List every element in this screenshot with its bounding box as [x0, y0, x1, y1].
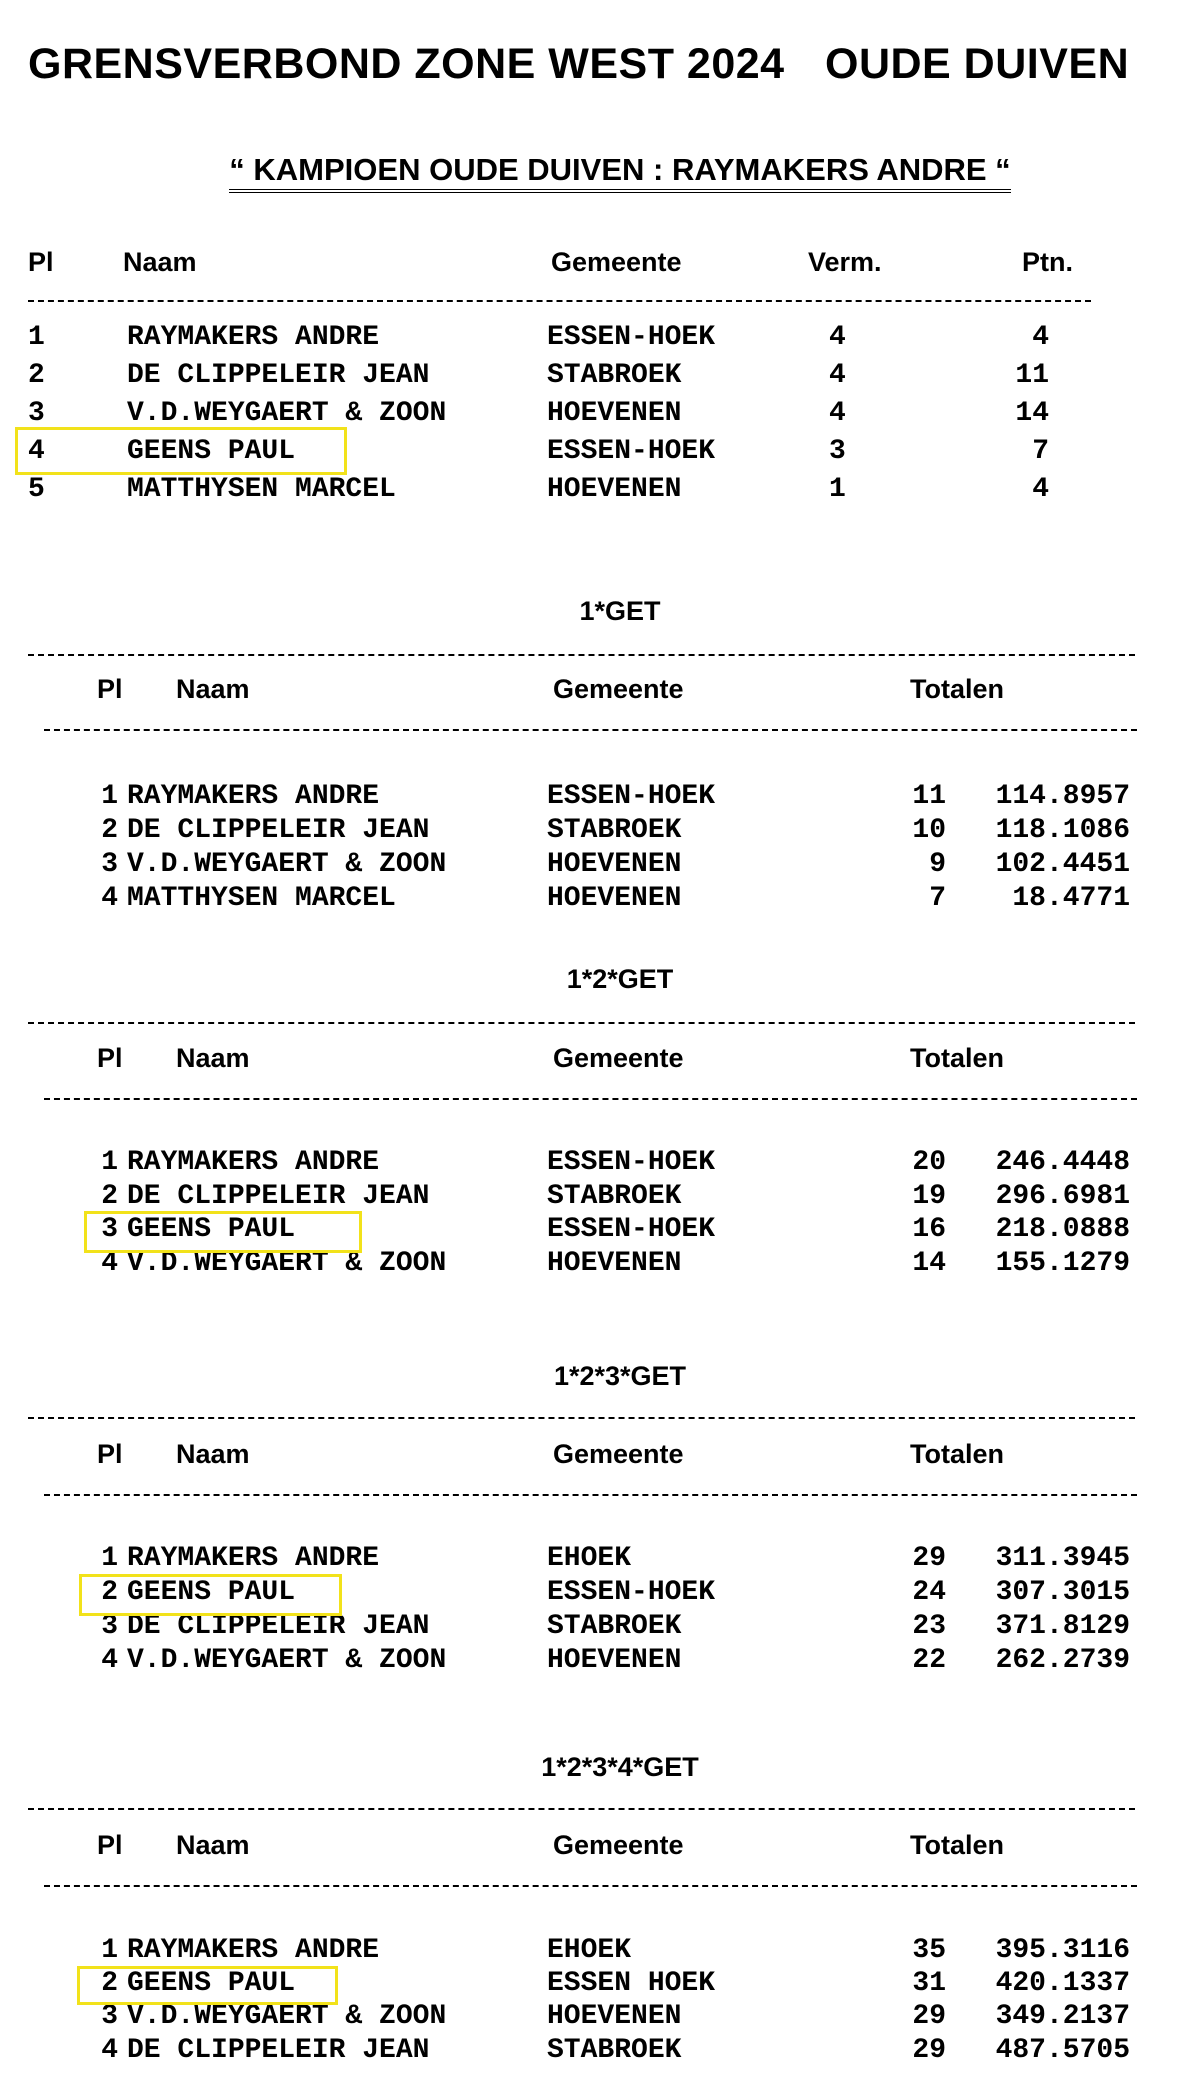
section-title: 1*GET [579, 596, 661, 626]
row-gemeente: ESSEN-HOEK [547, 1147, 716, 1178]
col-header-gemeente: Gemeente [551, 247, 682, 277]
highlight-box [15, 427, 347, 475]
row-gemeente: ESSEN-HOEK [547, 322, 716, 353]
row-total: 420.1337 [995, 1968, 1130, 1999]
row-total: 296.6981 [995, 1181, 1130, 1212]
row-gemeente: HOEVENEN [547, 2001, 682, 2032]
row-count: 7 [929, 883, 946, 914]
row-naam: DE CLIPPELEIR JEAN [127, 1611, 430, 1642]
col-header-naam: Naam [176, 674, 250, 704]
row-pl: 1 [101, 1935, 118, 1966]
col-header-gemeente: Gemeente [553, 1439, 684, 1469]
row-count: 31 [912, 1968, 946, 1999]
row-naam: GEENS PAUL [127, 1214, 296, 1245]
row-gemeente: STABROEK [547, 1181, 682, 1212]
col-header-gemeente: Gemeente [553, 1830, 684, 1860]
row-pl: 5 [28, 474, 45, 505]
section-title: 1*2*GET [566, 964, 674, 994]
col-header-pl: Pl [97, 1830, 123, 1860]
divider-line [44, 729, 1137, 731]
row-naam: V.D.WEYGAERT & ZOON [127, 398, 447, 429]
row-naam: DE CLIPPELEIR JEAN [127, 360, 430, 391]
row-gemeente: STABROEK [547, 1611, 682, 1642]
row-naam: RAYMAKERS ANDRE [127, 1935, 380, 1966]
col-header-naam: Naam [176, 1830, 250, 1860]
row-verm: 4 [829, 360, 846, 391]
row-gemeente: HOEVENEN [547, 1645, 682, 1676]
highlight-box [77, 1966, 338, 2005]
row-total: 311.3945 [995, 1543, 1130, 1574]
col-header-verm: Verm. [808, 247, 882, 277]
row-pl: 3 [101, 1214, 118, 1245]
row-naam: V.D.WEYGAERT & ZOON [127, 2001, 447, 2032]
row-count: 23 [912, 1611, 946, 1642]
row-ptn: 7 [1032, 436, 1049, 467]
row-gemeente: ESSEN HOEK [547, 1968, 716, 1999]
divider-line [44, 1885, 1137, 1887]
row-total: 395.3116 [995, 1935, 1130, 1966]
row-pl: 2 [101, 1968, 118, 1999]
row-total: 246.4448 [995, 1147, 1130, 1178]
row-gemeente: ESSEN-HOEK [547, 781, 716, 812]
divider-line [28, 300, 1091, 302]
row-gemeente: ESSEN-HOEK [547, 1214, 716, 1245]
row-naam: DE CLIPPELEIR JEAN [127, 2035, 430, 2066]
row-total: 18.4771 [1012, 883, 1130, 914]
champion-subtitle: “ KAMPIOEN OUDE DUIVEN : RAYMAKERS ANDRE “ [229, 152, 1010, 193]
col-header-pl: Pl [97, 1043, 123, 1073]
row-pl: 2 [101, 1181, 118, 1212]
divider-line [28, 1808, 1135, 1810]
row-gemeente: HOEVENEN [547, 883, 682, 914]
row-pl: 1 [101, 781, 118, 812]
row-pl: 1 [101, 1543, 118, 1574]
col-header-naam: Naam [123, 247, 197, 277]
row-naam: RAYMAKERS ANDRE [127, 322, 380, 353]
divider-line [44, 1098, 1137, 1100]
divider-line [44, 1494, 1137, 1496]
row-pl: 4 [101, 1645, 118, 1676]
col-header-gemeente: Gemeente [553, 1043, 684, 1073]
col-header-totalen: Totalen [910, 1439, 1004, 1469]
row-ptn: 4 [1032, 322, 1049, 353]
row-pl: 3 [28, 398, 45, 429]
row-pl: 3 [101, 849, 118, 880]
col-header-ptn: Ptn. [1022, 247, 1073, 277]
col-header-gemeente: Gemeente [553, 674, 684, 704]
page-title-left: GRENSVERBOND ZONE WEST 2024 [28, 40, 785, 88]
row-total: 118.1086 [995, 815, 1130, 846]
row-count: 29 [912, 2035, 946, 2066]
row-count: 11 [912, 781, 946, 812]
row-count: 16 [912, 1214, 946, 1245]
row-pl: 4 [101, 883, 118, 914]
row-total: 371.8129 [995, 1611, 1130, 1642]
row-gemeente: HOEVENEN [547, 398, 682, 429]
row-naam: DE CLIPPELEIR JEAN [127, 1181, 430, 1212]
row-count: 24 [912, 1577, 946, 1608]
row-pl: 4 [101, 2035, 118, 2066]
row-pl: 2 [28, 360, 45, 391]
row-pl: 2 [101, 1577, 118, 1608]
highlight-box [79, 1574, 342, 1616]
row-pl: 1 [28, 322, 45, 353]
row-ptn: 14 [1015, 398, 1049, 429]
col-header-naam: Naam [176, 1043, 250, 1073]
col-header-pl: Pl [97, 674, 123, 704]
row-gemeente: STABROEK [547, 2035, 682, 2066]
row-total: 155.1279 [995, 1248, 1130, 1279]
row-total: 349.2137 [995, 2001, 1130, 2032]
row-naam: GEENS PAUL [127, 1968, 296, 1999]
row-pl: 4 [28, 436, 45, 467]
section-title: 1*2*3*GET [553, 1361, 687, 1391]
row-gemeente: STABROEK [547, 360, 682, 391]
row-count: 29 [912, 2001, 946, 2032]
champion-subtitle-wrap [0, 152, 1200, 193]
divider-line [28, 1417, 1135, 1419]
col-header-pl: Pl [28, 247, 54, 277]
divider-line [28, 654, 1135, 656]
row-gemeente: ESSEN-HOEK [547, 436, 716, 467]
row-gemeente: HOEVENEN [547, 474, 682, 505]
row-naam: GEENS PAUL [127, 1577, 296, 1608]
row-naam: V.D.WEYGAERT & ZOON [127, 1248, 447, 1279]
row-naam: MATTHYSEN MARCEL [127, 474, 396, 505]
row-naam: RAYMAKERS ANDRE [127, 781, 380, 812]
row-verm: 3 [829, 436, 846, 467]
row-verm: 1 [829, 474, 846, 505]
col-header-totalen: Totalen [910, 1043, 1004, 1073]
row-naam: RAYMAKERS ANDRE [127, 1147, 380, 1178]
row-ptn: 11 [1015, 360, 1049, 391]
row-total: 487.5705 [995, 2035, 1130, 2066]
row-gemeente: EHOEK [547, 1935, 632, 1966]
row-total: 307.3015 [995, 1577, 1130, 1608]
row-pl: 1 [101, 1147, 118, 1178]
row-naam: RAYMAKERS ANDRE [127, 1543, 380, 1574]
row-total: 262.2739 [995, 1645, 1130, 1676]
row-verm: 4 [829, 398, 846, 429]
row-pl: 3 [101, 1611, 118, 1642]
row-total: 114.8957 [995, 781, 1130, 812]
row-count: 35 [912, 1935, 946, 1966]
row-naam: MATTHYSEN MARCEL [127, 883, 396, 914]
row-count: 10 [912, 815, 946, 846]
row-ptn: 4 [1032, 474, 1049, 505]
row-naam: GEENS PAUL [127, 436, 296, 467]
col-header-naam: Naam [176, 1439, 250, 1469]
section-title: 1*2*3*4*GET [541, 1752, 699, 1782]
row-naam: V.D.WEYGAERT & ZOON [127, 849, 447, 880]
row-count: 20 [912, 1147, 946, 1178]
row-gemeente: ESSEN-HOEK [547, 1577, 716, 1608]
highlight-box [84, 1211, 362, 1253]
row-pl: 2 [101, 815, 118, 846]
row-gemeente: HOEVENEN [547, 1248, 682, 1279]
row-total: 102.4451 [995, 849, 1130, 880]
row-naam: DE CLIPPELEIR JEAN [127, 815, 430, 846]
row-count: 29 [912, 1543, 946, 1574]
row-gemeente: HOEVENEN [547, 849, 682, 880]
row-verm: 4 [829, 322, 846, 353]
row-pl: 4 [101, 1248, 118, 1279]
row-count: 19 [912, 1181, 946, 1212]
row-count: 22 [912, 1645, 946, 1676]
row-count: 9 [929, 849, 946, 880]
col-header-totalen: Totalen [910, 674, 1004, 704]
row-pl: 3 [101, 2001, 118, 2032]
row-gemeente: STABROEK [547, 815, 682, 846]
row-total: 218.0888 [995, 1214, 1130, 1245]
col-header-pl: Pl [97, 1439, 123, 1469]
col-header-totalen: Totalen [910, 1830, 1004, 1860]
row-naam: V.D.WEYGAERT & ZOON [127, 1645, 447, 1676]
row-count: 14 [912, 1248, 946, 1279]
divider-line [28, 1022, 1135, 1024]
page-title-right: OUDE DUIVEN [825, 40, 1130, 88]
row-gemeente: EHOEK [547, 1543, 632, 1574]
